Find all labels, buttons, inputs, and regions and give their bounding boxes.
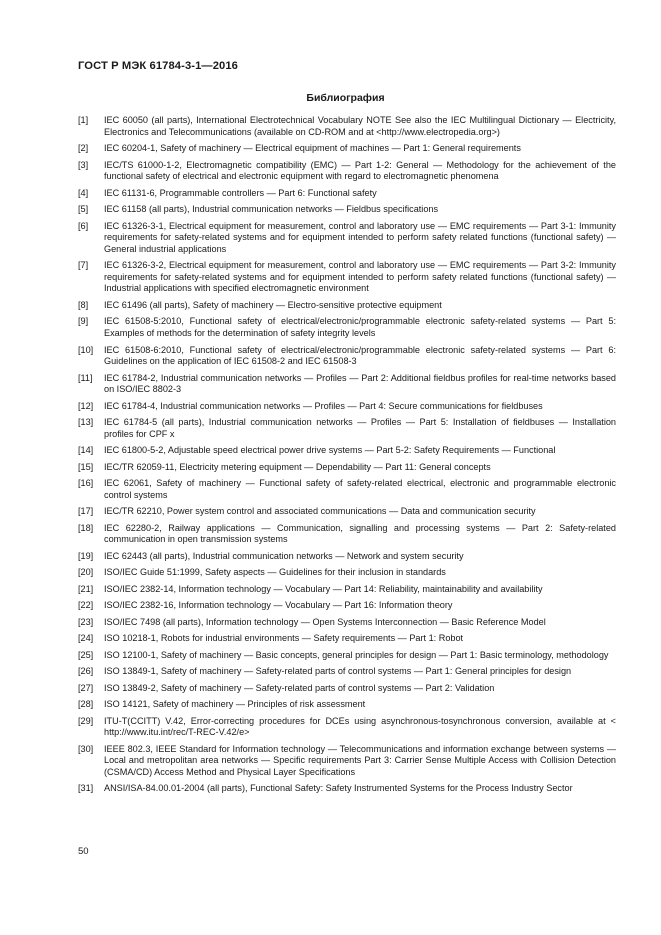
reference-text: ISO/IEC 2382-14, Information technology — Vocabulary — Part 14: Reliability, maintainability and availability [104, 583, 543, 594]
reference-item [78, 401, 616, 413]
reference-number: [11] [78, 372, 93, 383]
reference-text: IEC 61131-6, Programmable controllers — Part 6: Functional safety [104, 187, 377, 198]
reference-text: IEC 60204-1, Safety of machinery — Electrical equipment of machines — Part 1: General requirements [104, 143, 521, 154]
reference-item [78, 445, 616, 457]
reference-item [78, 143, 616, 155]
reference-item [78, 716, 616, 739]
reference-item [78, 783, 616, 795]
reference-text: ISO 10218-1, Robots for industrial environments — Safety requirements — Part 1: Robot [104, 633, 464, 644]
reference-number: [31] [78, 783, 94, 794]
reference-item [78, 221, 616, 256]
reference-number: [23] [78, 616, 94, 627]
reference-text: IEC/TS 61000-1-2, Electromagnetic compatibility (EMC) — Part 1-2: General — Methodology for the achievement of the functional safety of electrical and electronic equipment with regard to electromagnetic phenomena [104, 159, 616, 182]
reference-text: IEC 61784-4, Industrial communication networks — Profiles — Part 4: Secure communications for fieldbuses [104, 400, 543, 411]
reference-item [78, 260, 616, 295]
reference-number: [25] [78, 649, 94, 660]
reference-number: [5] [78, 204, 89, 215]
reference-text: IEC 62443 (all parts), Industrial communication networks — Network and system security [104, 550, 464, 561]
reference-number: [26] [78, 666, 94, 677]
reference-number: [2] [78, 143, 89, 154]
reference-number: [4] [78, 187, 89, 198]
reference-number: [15] [78, 461, 94, 472]
reference-number: [22] [78, 600, 94, 611]
reference-number: [27] [78, 682, 94, 693]
reference-number: [30] [78, 743, 94, 754]
reference-number: [7] [78, 260, 89, 271]
reference-item [78, 523, 616, 546]
reference-item [78, 373, 616, 396]
reference-number: [13] [78, 417, 94, 428]
reference-item [78, 160, 616, 183]
reference-item [78, 115, 616, 138]
reference-text: IEC 61326-3-2, Electrical equipment for measurement, control and laboratory use — EMC requirements — Part 3-2: Immunity requirements for safety-related systems and for equipment intended to perform safety related functions (functional safety) — Industrial applications with specified electromagnetic environment [104, 260, 616, 294]
bibliography-title-text: Библиография [306, 92, 385, 104]
reference-text: ISO 13849-1, Safety of machinery — Safety-related parts of control systems — Part 1: General principles for design [104, 666, 572, 677]
reference-item [78, 417, 616, 440]
reference-text: IEC 61508-6:2010, Functional safety of electrical/electronic/programmable electronic safety-related systems — Part 6: Guidelines on the application of IEC 61508-2 and IEC 61508-3 [104, 344, 616, 367]
reference-text: IEC 61508-5:2010, Functional safety of electrical/electronic/programmable electronic safety-related systems — Part 5: Examples of methods for the determination of safety integrity levels [104, 316, 616, 339]
reference-text: ITU-T(CCITT) V.42, Error-correcting procedures for DCEs using asynchronous-tosynchronous conversion, available at < http://www.itu.int/rec/T-REC-V.42/e> [104, 715, 616, 738]
reference-text: IEC 61496 (all parts), Safety of machinery — Electro-sensitive protective equipment [104, 299, 442, 310]
reference-item [78, 345, 616, 368]
reference-number: [10] [78, 344, 94, 355]
reference-text: IEEE 802.3, IEEE Standard for Information technology — Telecommunications and information exchange between systems — Local and metropolitan area networks — Specific requirements Part 3: Carrier Sense Multiple Access with Collision Detection (CSMA/CD) Access Method and Physical Layer Specifications [104, 743, 616, 777]
reference-item [78, 666, 616, 678]
reference-item [78, 204, 616, 216]
reference-text: ISO 12100-1, Safety of machinery — Basic concepts, general principles for design — Part 1: Basic terminology, methodology [104, 649, 609, 660]
reference-item [78, 462, 616, 474]
reference-item [78, 744, 616, 779]
reference-item [78, 551, 616, 563]
reference-text: ISO 14121, Safety of machinery — Principles of risk assessment [104, 699, 366, 710]
bibliography-title [0, 92, 661, 104]
reference-number: [6] [78, 220, 89, 231]
reference-item [78, 633, 616, 645]
reference-item [78, 650, 616, 662]
reference-item [78, 300, 616, 312]
reference-number: [19] [78, 550, 94, 561]
reference-item [78, 617, 616, 629]
reference-number: [24] [78, 633, 94, 644]
reference-number: [16] [78, 478, 94, 489]
reference-text: IEC/TR 62059-11, Electricity metering equipment — Dependability — Part 11: General concepts [104, 461, 491, 472]
reference-number: [18] [78, 522, 94, 533]
reference-text: IEC 61158 (all parts), Industrial communication networks — Fieldbus specifications [104, 204, 439, 215]
reference-number: [29] [78, 715, 94, 726]
reference-item [78, 600, 616, 612]
reference-text: IEC 61784-5 (all parts), Industrial communication networks — Profiles — Part 5: Installation of fieldbuses — Installation profiles for CPF x [104, 417, 616, 439]
reference-text: IEC 62280-2, Railway applications — Communication, signalling and processing systems — Part 2: Safety-related communication in open transmission systems [104, 522, 616, 545]
reference-item [78, 567, 616, 579]
reference-text: ISO/IEC Guide 51:1999, Safety aspects — Guidelines for their inclusion in standards [104, 567, 446, 578]
reference-number: [21] [78, 583, 94, 594]
reference-text: IEC/TR 62210, Power system control and associated communications — Data and communication security [104, 506, 536, 517]
reference-item [78, 506, 616, 518]
reference-text: IEC 61326-3-1, Electrical equipment for measurement, control and laboratory use — EMC requirements — Part 3-1: Immunity requirements for safety-related systems and for equipment intended to perform safety related functions (functional safety) — General industrial applications [104, 220, 616, 254]
reference-text: IEC 61784-2, Industrial communication networks — Profiles — Part 2: Additional fieldbus profiles for real-time networks based on ISO/IEC 8802-3 [104, 372, 616, 395]
reference-number: [1] [78, 115, 89, 125]
reference-item [78, 584, 616, 596]
reference-item [78, 188, 616, 200]
reference-number: [8] [78, 299, 89, 310]
reference-number: [17] [78, 506, 94, 517]
reference-item [78, 316, 616, 339]
reference-list [78, 115, 616, 800]
reference-text: ISO 13849-2, Safety of machinery — Safety-related parts of control systems — Part 2: Validation [104, 682, 495, 693]
reference-item [78, 683, 616, 695]
reference-number: [20] [78, 567, 94, 578]
reference-text: ISO/IEC 7498 (all parts), Information technology — Open Systems Interconnection — Basic Reference Model [104, 616, 546, 627]
reference-item [78, 478, 616, 501]
reference-text: ANSI/ISA-84.00.01-2004 (all parts), Functional Safety: Safety Instrumented Systems for the Process Industry Sector [104, 783, 573, 794]
reference-number: [28] [78, 699, 94, 710]
reference-number: [9] [78, 316, 89, 327]
reference-text: IEC 60050 (all parts), International Electrotechnical Vocabulary NOTE See also the IEC Multilingual Dictionary — Electricity, Electronics and Telecommunications (available on CD-ROM and at <http://www.electropedia.org>) [104, 115, 616, 137]
reference-number: [12] [78, 400, 94, 411]
reference-text: IEC 62061, Safety of machinery — Functional safety of safety-related electrical, electronic and programmable electronic control systems [104, 478, 616, 500]
reference-text: IEC 61800-5-2, Adjustable speed electrical power drive systems — Part 5-2: Safety Requirements — Functional [104, 445, 556, 456]
reference-text: ISO/IEC 2382-16, Information technology — Vocabulary — Part 16: Information theory [104, 600, 453, 611]
reference-number: [14] [78, 445, 94, 456]
standard-header: ГОСТ Р МЭК 61784-3-1—2016 [78, 60, 239, 72]
reference-item [78, 699, 616, 711]
reference-number: [3] [78, 159, 89, 170]
page-number: 50 [78, 846, 89, 857]
